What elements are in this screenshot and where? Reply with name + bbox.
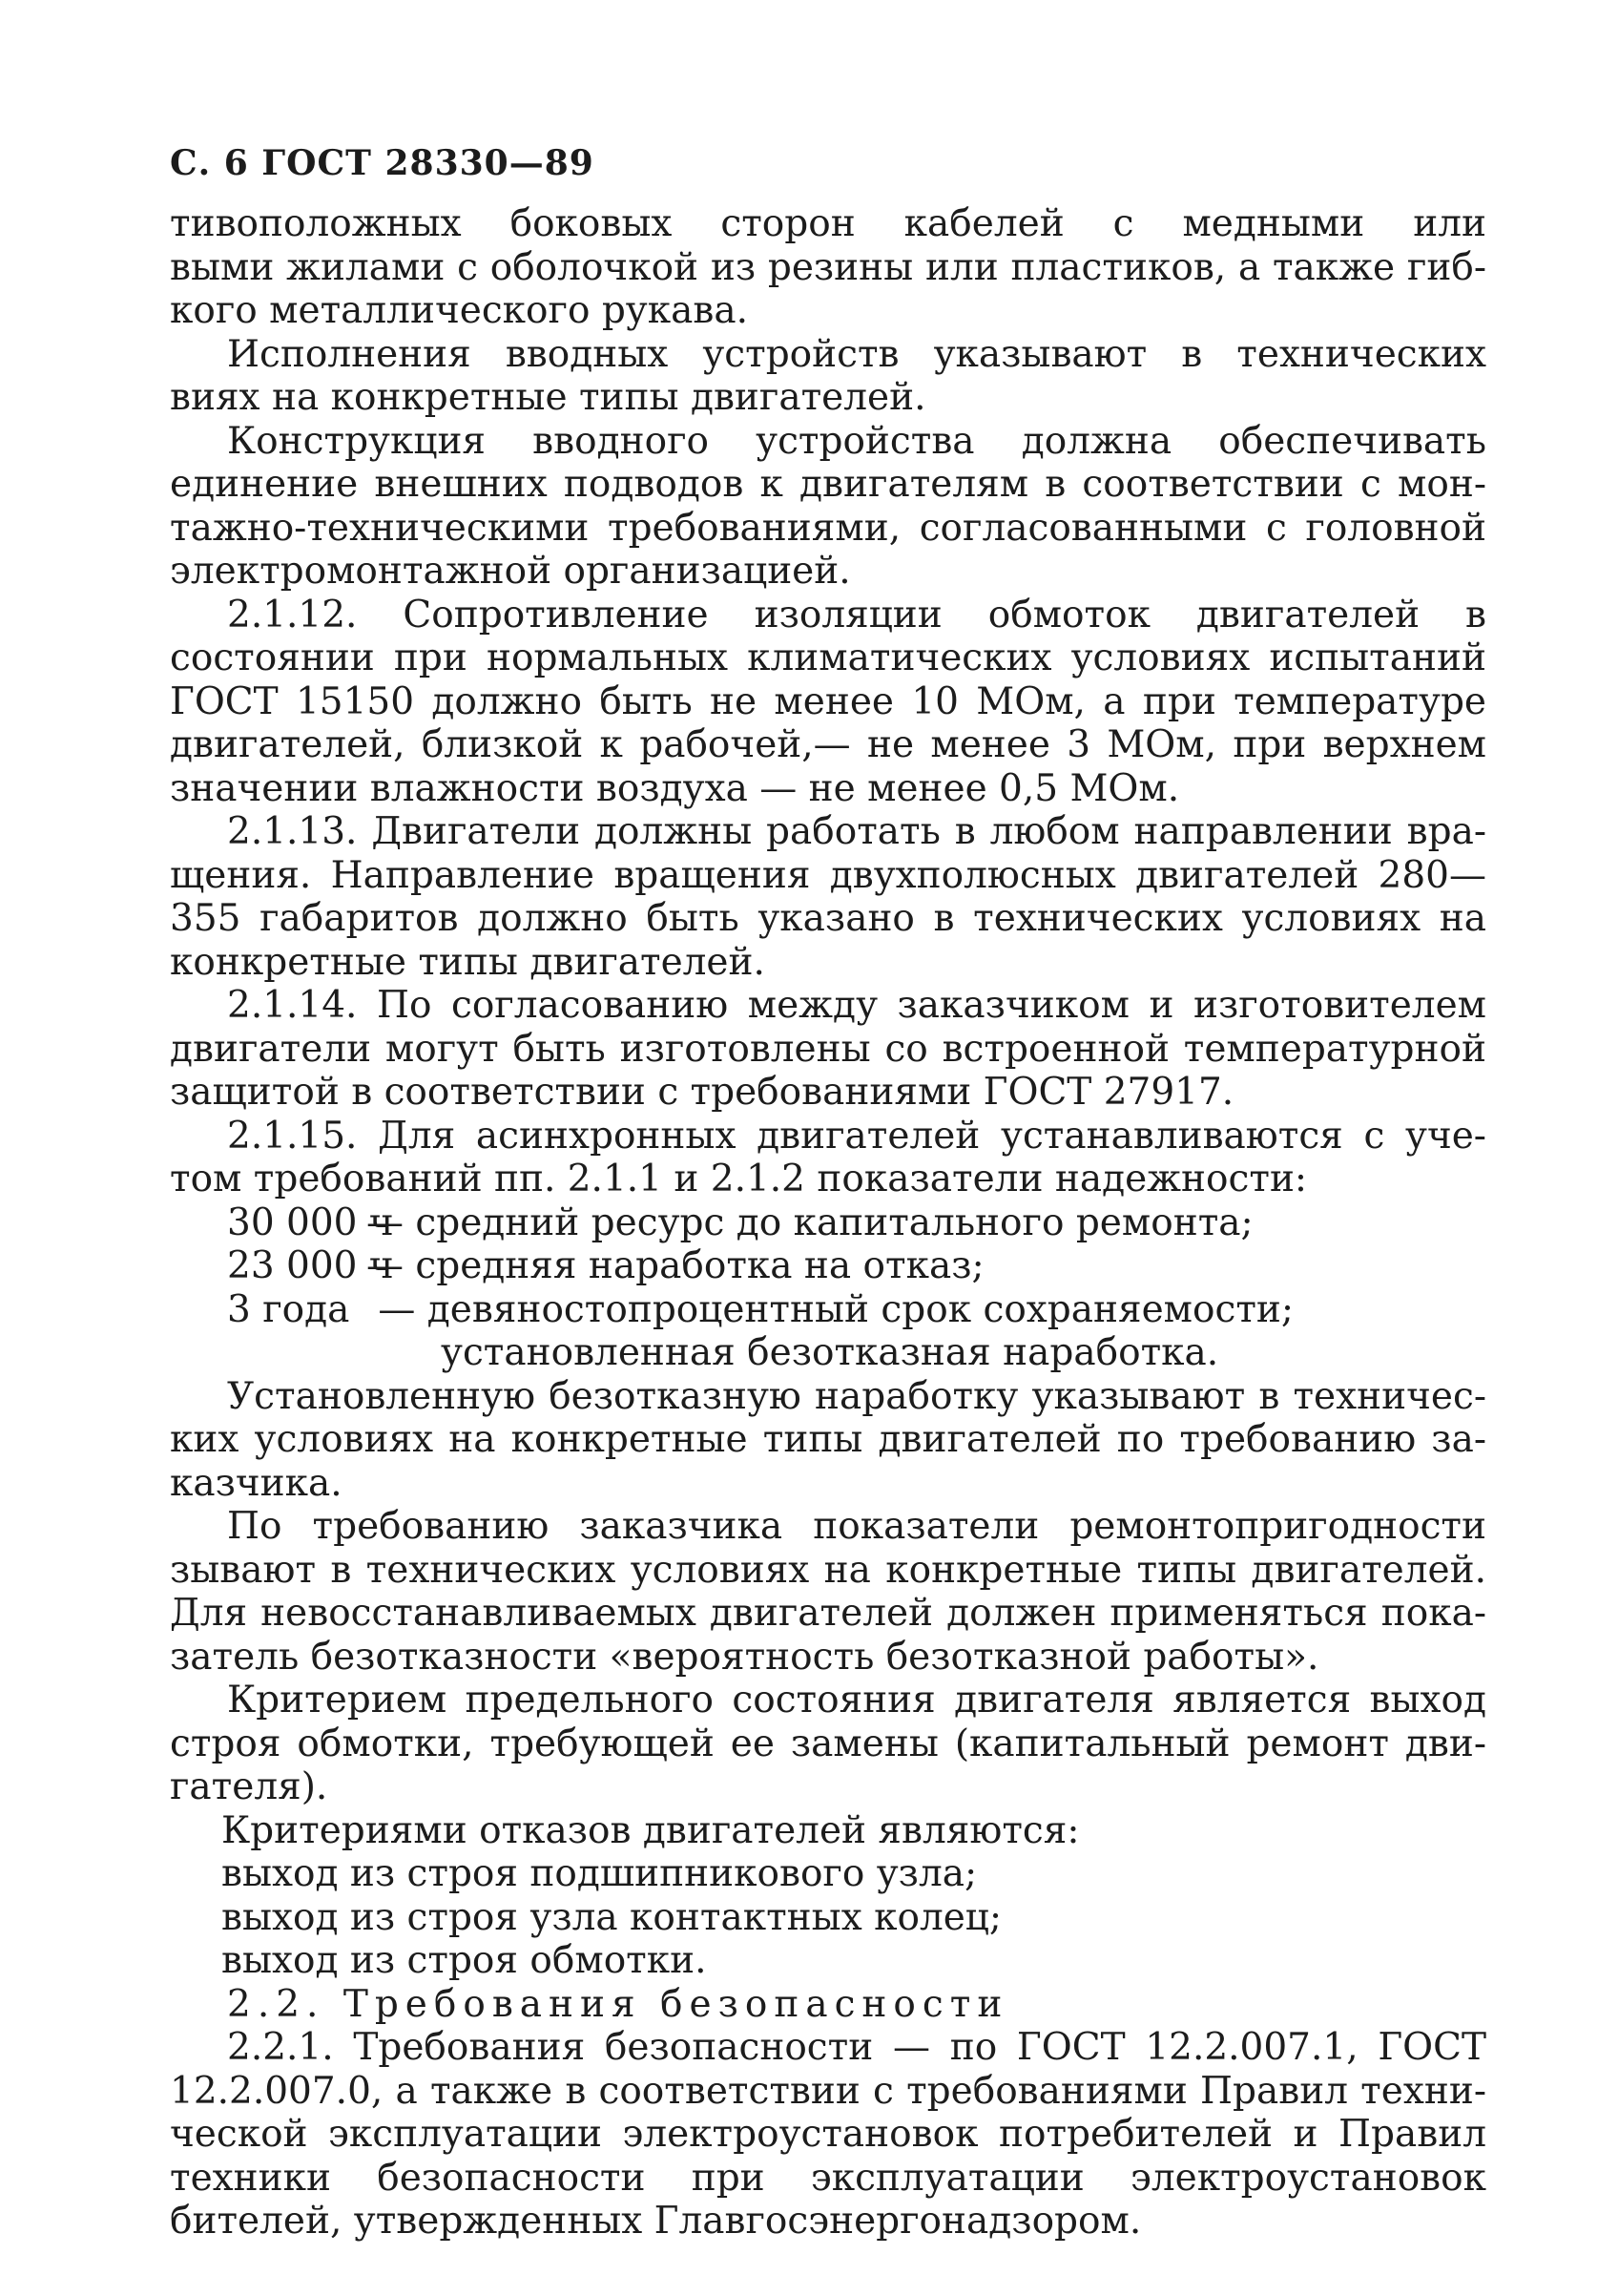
text-line: конкретные типы двигателей.	[170, 940, 765, 984]
text-line: виях на конкретные типы двигателей.	[170, 376, 926, 419]
text-line: выми жилами с оболочкой из резины или пластиков, а также гиб-	[170, 245, 1486, 289]
text-line: 2.2. Требования безопасности	[227, 1982, 1009, 2026]
duration-description: — средний ресурс до капитального ремонта;	[366, 1200, 1254, 1244]
text-line: тивоположных боковых сторон кабелей с медными или	[170, 202, 1486, 245]
text-line: ких условиях на конкретные типы двигателей по требованию за-	[170, 1418, 1486, 1461]
text-line: Критерием предельного состояния двигателя является выход	[227, 1679, 1486, 1722]
text-line: значении влажности воздуха — не менее 0,5 МОм.	[170, 766, 1180, 810]
text-line: защитой в соответствии с требованиями ГОСТ 27917.	[170, 1071, 1234, 1114]
text-line: Установленную безотказную наработку указывают в техничес-	[227, 1374, 1486, 1418]
text-line: выход из строя обмотки.	[221, 1939, 707, 1982]
duration-value: 30 000 ч	[227, 1200, 394, 1244]
page-header: С. 6 ГОСТ 28330—89	[170, 143, 594, 183]
text-line: 2.1.14. По согласованию между заказчиком и изготовителем	[227, 984, 1486, 1027]
text-line: 2.2.1. Требования безопасности — по ГОСТ 12.2.007.1, ГОСТ	[227, 2026, 1486, 2069]
text-line: электромонтажной организацией.	[170, 550, 851, 593]
text-line: состоянии при нормальных климатических условиях испытаний	[170, 637, 1486, 679]
text-line: выход из строя узла контактных колец;	[221, 1895, 1003, 1939]
text-line: 2.1.15. Для асинхронных двигателей устанавливаются с уче-	[227, 1114, 1486, 1158]
text-line: выход из строя подшипникового узла;	[221, 1852, 978, 1895]
text-line: том требований пп. 2.1.1 и 2.1.2 показатели надежности:	[170, 1158, 1308, 1200]
text-line: гателя).	[170, 1765, 328, 1808]
text-line	[170, 1244, 1486, 1288]
text-line: 2.1.13. Двигатели должны работать в любом направлении вра-	[227, 810, 1486, 853]
text-line: затель безотказности «вероятность безотказной работы».	[170, 1635, 1319, 1679]
document-body	[170, 202, 1486, 2244]
text-line: бителей, утвержденных Главгосэнергонадзором.	[170, 2200, 1142, 2243]
text-line: 2.1.12. Сопротивление изоляции обмоток двигателей в	[227, 593, 1486, 637]
text-line: Для невосстанавливаемых двигателей должен применяться пока-	[170, 1592, 1486, 1635]
text-line: двигателей, близкой к рабочей,— не менее 3 МОм, при верхнем	[170, 723, 1486, 766]
text-line: 12.2.007.0, а также в соответствии с требованиями Правил техни-	[170, 2069, 1486, 2113]
text-line: Исполнения вводных устройств указывают в технических	[227, 332, 1486, 376]
text-line: ческой эксплуатации электроустановок потребителей и Правил	[170, 2113, 1486, 2156]
text-line	[170, 1288, 1486, 1332]
text-line	[170, 1201, 1486, 1245]
text-line: зывают в технических условиях на конкретные типы двигателей.	[170, 1548, 1486, 1592]
text-line: кого металлического рукава.	[170, 289, 748, 332]
duration-description: — девяностопроцентный срок сохраняемости;	[366, 1287, 1295, 1331]
text-line: тажно-техническими требованиями, согласованными с головной	[170, 506, 1486, 550]
duration-value: 23 000 ч	[227, 1244, 394, 1287]
text-line: щения. Направление вращения двухполюсных двигателей 280—	[170, 853, 1486, 897]
duration-description: — средняя наработка на отказ;	[366, 1244, 985, 1287]
text-line: Конструкция вводного устройства должна обеспечивать	[227, 419, 1486, 463]
text-line: строя обмотки, требующей ее замены (капитальный ремонт дви-	[170, 1722, 1486, 1765]
text-line: По требованию заказчика показатели ремонтопригодности	[227, 1505, 1486, 1548]
text-line: установленная безотказная наработка.	[441, 1331, 1219, 1374]
text-line: ГОСТ 15150 должно быть не менее 10 МОм, а при температуре	[170, 679, 1486, 723]
duration-value: 3 года	[227, 1287, 350, 1331]
text-line: техники безопасности при эксплуатации электроустановок	[170, 2156, 1486, 2200]
text-line: казчика.	[170, 1461, 342, 1505]
text-line: двигатели могут быть изготовлены со встроенной температурной	[170, 1027, 1486, 1071]
text-line: единение внешних подводов к двигателям в соответствии с мон-	[170, 463, 1486, 506]
text-line: Критериями отказов двигателей являются:	[221, 1808, 1080, 1852]
text-line: 355 габаритов должно быть указано в технических условиях на	[170, 897, 1486, 940]
